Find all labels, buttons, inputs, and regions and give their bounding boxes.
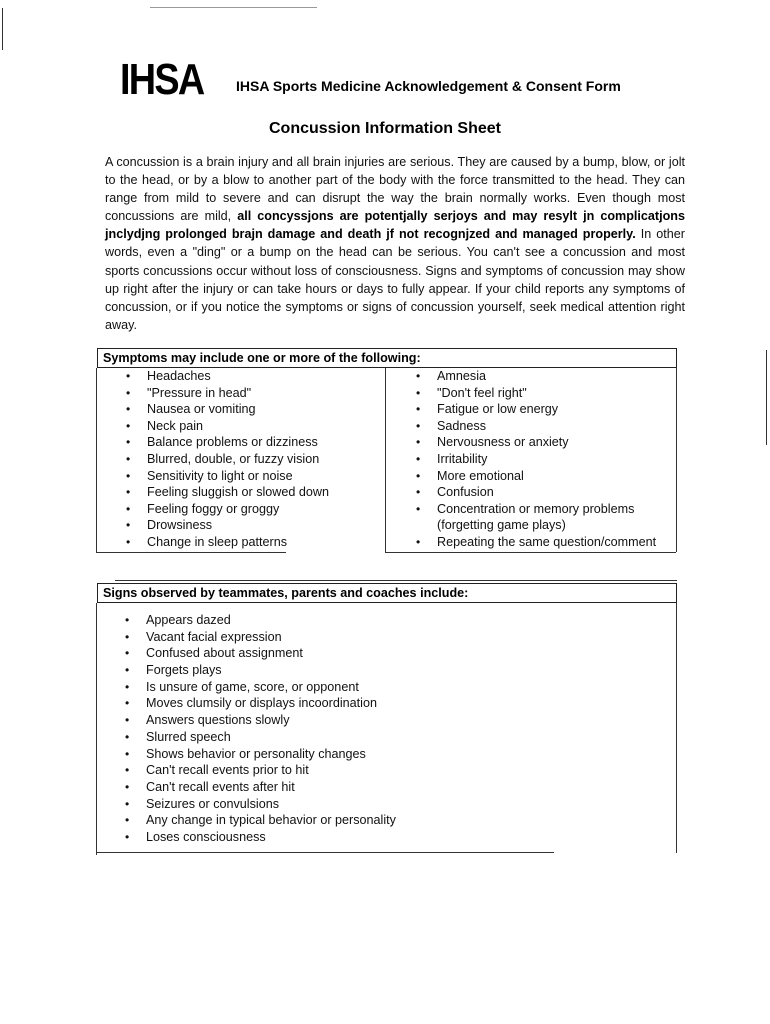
- list-item: • Shows behavior or personality changes: [125, 746, 396, 763]
- signs-list: [125, 612, 396, 846]
- scan-line-right: [766, 350, 767, 445]
- list-item: • Appears dazed: [125, 612, 396, 629]
- symptoms-left-border: [96, 368, 97, 553]
- list-item: • Fatigue or low energy: [416, 401, 656, 418]
- sheet-title: Concussion Information Sheet: [268, 120, 501, 137]
- list-item: • Headaches: [126, 368, 329, 385]
- list-item: • Amnesia: [416, 368, 656, 385]
- list-item: • "Don't feel right": [416, 385, 656, 402]
- signs-left-border: [96, 603, 97, 855]
- list-item: • More emotional: [416, 468, 656, 485]
- symptoms-bottom-border: [386, 552, 676, 553]
- symptoms-divider: [385, 368, 386, 553]
- symptoms-left-list: [126, 368, 329, 551]
- list-item: • Sadness: [416, 418, 656, 435]
- symptoms-header: Symptoms may include one or more of the following:: [97, 348, 677, 368]
- signs-right-border: [676, 603, 677, 853]
- list-item: • Change in sleep patterns: [126, 534, 329, 551]
- list-item: • Balance problems or dizziness: [126, 434, 329, 451]
- form-title: IHSA Sports Medicine Acknowledgement & Consent Form: [236, 78, 621, 94]
- list-item: • Confused about assignment: [125, 645, 396, 662]
- list-item: • Any change in typical behavior or personality: [125, 812, 396, 829]
- list-item: • Nervousness or anxiety: [416, 434, 656, 451]
- signs-header: Signs observed by teammates, parents and coaches include:: [97, 583, 677, 603]
- list-item: • Is unsure of game, score, or opponent: [125, 679, 396, 696]
- list-item: • Sensitivity to light or noise: [126, 468, 329, 485]
- list-item: • Loses consciousness: [125, 829, 396, 846]
- intro-bold-warning: all concyssjons are potentjally serjoys and may resylt jn complicatjons jnclydjng prolonged brajn damage and death jf not recognjzed and managed properly.: [105, 209, 685, 242]
- list-item: • Confusion: [416, 484, 656, 501]
- list-item: • Vacant facial expression: [125, 629, 396, 646]
- list-item: • Neck pain: [126, 418, 329, 435]
- list-item: • Can't recall events after hit: [125, 779, 396, 796]
- list-item: • "Pressure in head": [126, 385, 329, 402]
- intro-text-1: A concussion is a brain injury and all brain injuries are serious. They are caused by a bump, blow, or jolt to the head, or by a blow to another part of the body with the force transmitted to the head. They can range from mild to severe and can disrupt the way the brain normally works. Even though most concussions are mild,: [105, 155, 685, 224]
- symptoms-right-list: [416, 368, 656, 551]
- symptoms-right-border: [676, 368, 677, 552]
- list-item: • Blurred, double, or fuzzy vision: [126, 451, 329, 468]
- list-item: • Slurred speech: [125, 729, 396, 746]
- ihsa-logo: IHSA: [120, 55, 204, 104]
- list-item: • Nausea or vomiting: [126, 401, 329, 418]
- scan-line-left: [2, 8, 3, 50]
- list-item: • Feeling foggy or groggy: [126, 501, 329, 518]
- list-item: • Answers questions slowly: [125, 712, 396, 729]
- list-item: • Forgets plays: [125, 662, 396, 679]
- scan-line-top: [150, 7, 317, 8]
- list-item: • Feeling sluggish or slowed down: [126, 484, 329, 501]
- intro-text-2: In other words, even a "ding" or a bump on the head can be serious. You can't see a concussion and most sports concussions occur without loss of consciousness. Signs and symptoms of concussion may show up right after the injury or can take hours or days to fully appear. If your child reports any symptoms of concussion, or if you notice the symptoms or signs of concussion yourself, seek medical attention right away.: [105, 227, 685, 332]
- list-item: • Drowsiness: [126, 517, 329, 534]
- list-item: • Concentration or memory problems: [416, 501, 656, 518]
- list-item: • Irritability: [416, 451, 656, 468]
- signs-top-rule: [115, 580, 677, 581]
- symptoms-bottom-left: [96, 552, 286, 553]
- list-item: • Moves clumsily or displays incoordination: [125, 695, 396, 712]
- intro-paragraph: [105, 153, 685, 334]
- list-item: • Repeating the same question/comment: [416, 534, 656, 551]
- list-item-continuation: (forgetting game plays): [437, 518, 566, 533]
- list-item: • Seizures or convulsions: [125, 796, 396, 813]
- signs-bottom-border: [96, 852, 554, 853]
- list-item: • Can't recall events prior to hit: [125, 762, 396, 779]
